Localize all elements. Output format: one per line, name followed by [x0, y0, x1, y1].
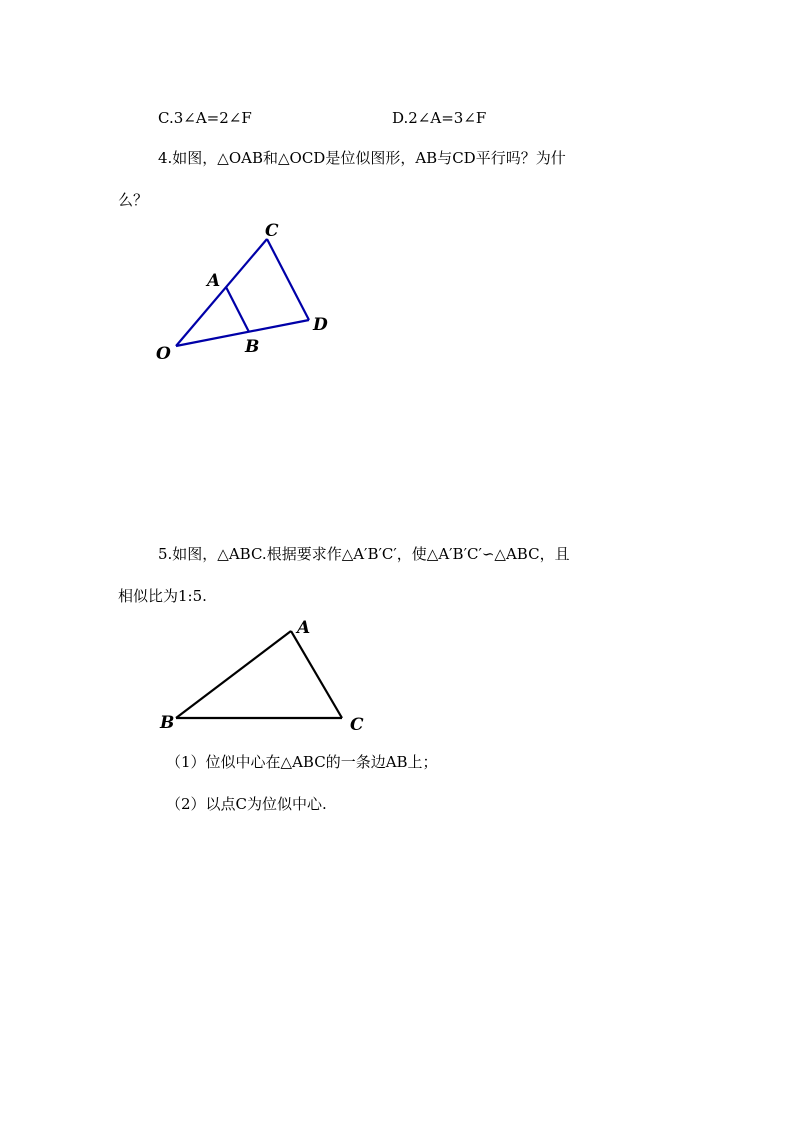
sub-question-2: （2）以点C为位似中心.: [166, 795, 327, 813]
label-O: O: [156, 344, 171, 364]
label-C: C: [265, 221, 279, 241]
label-C: C: [350, 715, 364, 735]
sub-question-1: （1）位似中心在△ABC的一条边AB上；: [166, 753, 438, 771]
question-5-text-continued: 相似比为1:5.: [118, 587, 207, 605]
option-c: C.3∠A=2∠F: [158, 109, 252, 127]
label-A: A: [207, 271, 221, 291]
label-B: B: [160, 713, 175, 733]
label-A: A: [297, 618, 311, 638]
question-4-text: 4.如图，△OAB和△OCD是位似图形，AB与CD平行吗？为什: [158, 149, 566, 167]
label-B: B: [245, 337, 260, 357]
question-5-text: 5.如图，△ABC.根据要求作△A′B′C′，使△A′B′C′∽△ABC，且: [158, 545, 570, 563]
segment-BA: [176, 631, 291, 718]
label-D: D: [313, 315, 328, 335]
option-d: D.2∠A=3∠F: [392, 109, 487, 127]
question-4-text-continued: 么？: [118, 191, 149, 209]
segment-AC: [291, 631, 342, 718]
